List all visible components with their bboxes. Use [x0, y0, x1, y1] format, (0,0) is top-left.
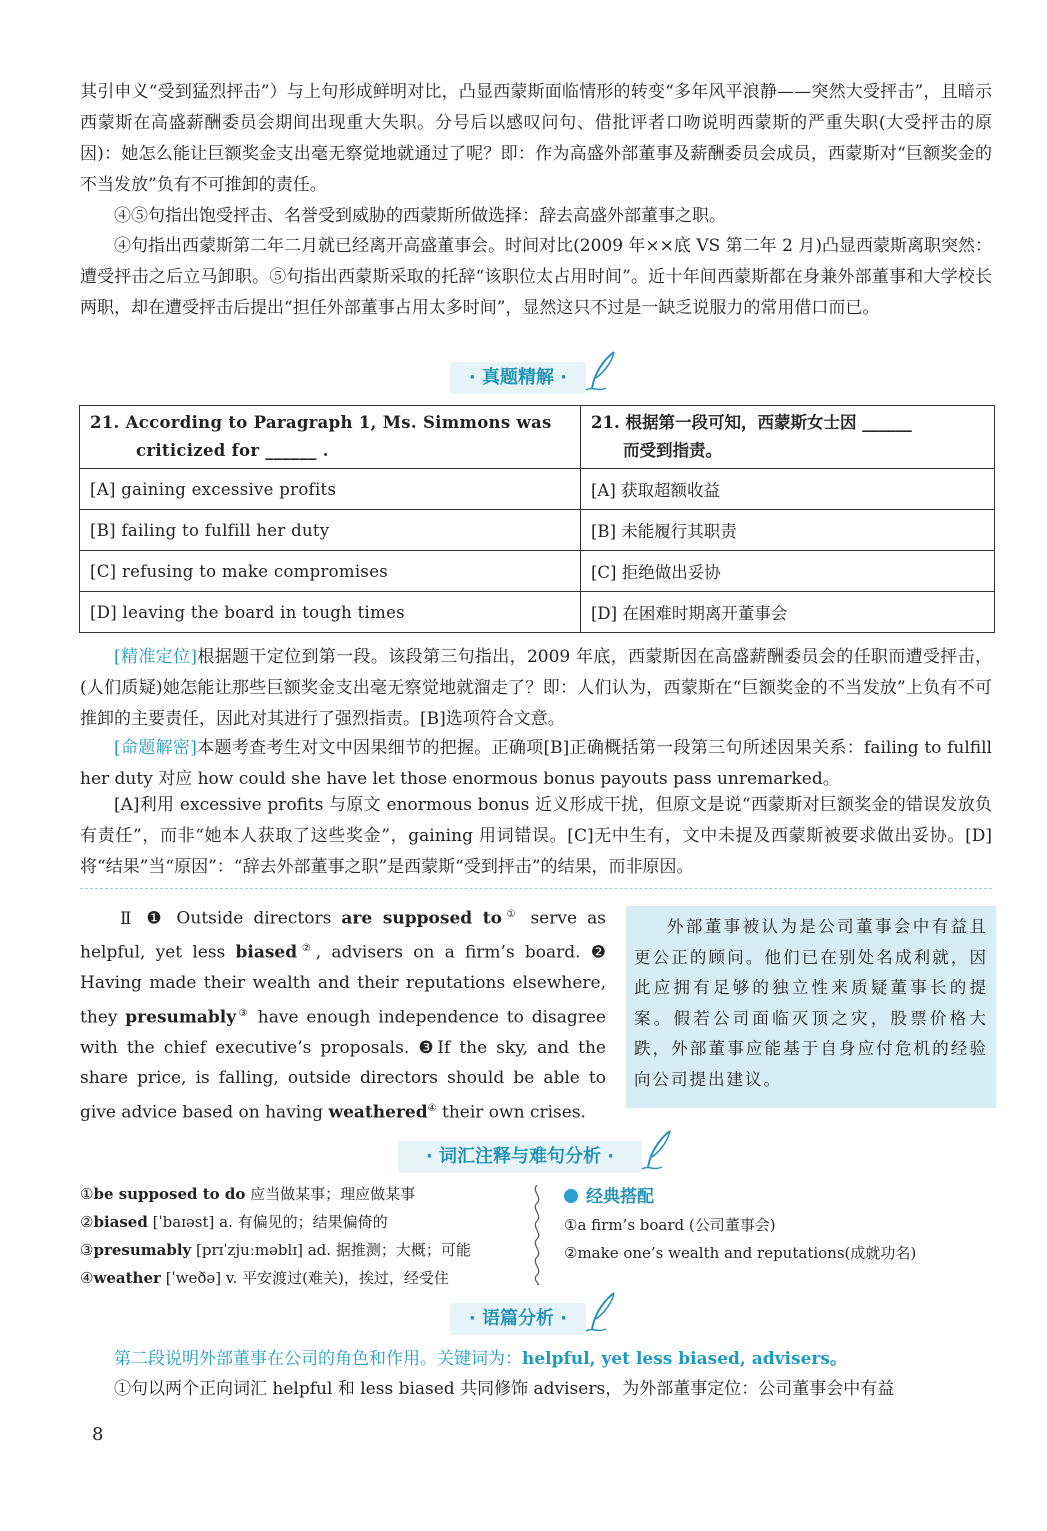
- section-title-discourse: [450, 1303, 586, 1335]
- sentence-3-marker: ❸: [418, 1037, 438, 1058]
- s1-sup-1: ①: [501, 909, 521, 920]
- passage-paragraph-2: [80, 900, 606, 1128]
- intro-paragraph-1: 其引申义“受到猛烈抨击”）与上句形成鲜明对比，凸显西蒙斯面临情形的转变“多年风平浪静——突然大受抨击”，且暗示西蒙斯在高盛薪酬委员会期间出现重大失职。分号后以感叹问句、借批评者口吻说明西蒙斯的严重失职(大受抨击的原因)：她怎么能让巨额奖金支出毫无察觉地就通过了呢？即：作为高盛外部董事及薪酬委员会成员，西蒙斯对“巨额奖金的不当发放”负有不可推卸的责任。: [80, 82, 992, 195]
- collocation-item: ①a firm’s board (公司董事会): [564, 1216, 776, 1234]
- quill-pen-icon: [640, 1129, 676, 1173]
- section-title-zhenti-text: · 真题精解 ·: [468, 367, 568, 388]
- intro-paragraph-2: ④⑤句指出饱受抨击、名誉受到威胁的西蒙斯所做选择：辞去高盛外部董事之职。: [114, 206, 726, 226]
- vocab-def: 应当做某事；理应做某事: [245, 1185, 416, 1203]
- analysis-distractors: [A]利用 excessive profits 与原文 enormous bonus 近义形成干扰，但原文是说“西蒙斯对巨额奖金的错误发放负有责任”，而非“她本人获取了这些奖金”，gaining 用词错误。[C]无中生有，文中未提及西蒙斯被要求做出妥协。[D]将“结果”当“原因”：“辞去外部董事之职”是西蒙斯“受到抨击”的结果，而非原因。: [80, 795, 992, 877]
- vocab-def: [ˈbaɪəst] a. 有偏见的；结果偏倚的: [147, 1213, 388, 1231]
- vocab-word: biased: [93, 1213, 148, 1231]
- vocab-item: [80, 1180, 530, 1208]
- question-stem-zh-line2: 而受到指责。: [623, 441, 722, 460]
- translation-box: [626, 906, 996, 1108]
- discourse-lead: [80, 1344, 992, 1375]
- vocab-item: [80, 1208, 530, 1236]
- section-divider: [80, 888, 992, 889]
- option-row-d: [80, 592, 995, 633]
- question-stem-en-line1: 21. According to Paragraph 1, Ms. Simmons was: [90, 413, 552, 432]
- s2-sup: ③: [236, 1007, 250, 1019]
- question-stem-zh-line1: 21. 根据第一段可知，西蒙斯女士因 ______: [591, 413, 912, 432]
- s3-post: their own crises.: [436, 1102, 586, 1123]
- vocab-item: [80, 1264, 530, 1292]
- option-d-en: [D] leaving the board in tough times: [80, 592, 581, 633]
- s1-post: , advisers on a firm’s board.: [315, 942, 591, 963]
- collocation-header: [564, 1183, 994, 1211]
- discourse-line-2: ①句以两个正向词汇 helpful 和 less biased 共同修饰 advisers，为外部董事定位：公司董事会中有益: [114, 1379, 895, 1399]
- s1-pre: Outside directors: [166, 908, 342, 929]
- quill-pen-icon: [584, 350, 620, 394]
- sentence-1-marker: ❶: [146, 908, 167, 929]
- vocab-word: be supposed to do: [93, 1185, 246, 1203]
- page-number: 8: [92, 1424, 104, 1445]
- s1-bold-2: biased: [235, 942, 298, 963]
- collocation-item: ②make one’s wealth and reputations(成就功名): [564, 1244, 917, 1262]
- vocab-word: weather: [93, 1269, 161, 1287]
- vocab-item: [80, 1236, 530, 1264]
- wavy-divider: [530, 1185, 544, 1285]
- s1-sup-2: ②: [297, 943, 316, 955]
- option-c-zh: [C] 拒绝做出妥协: [581, 551, 995, 592]
- s2-pre: Having made their wealth and their reputations elsewhere, they: [80, 973, 606, 1028]
- s1-bold-1: are supposed to: [341, 908, 502, 929]
- analysis-secret: [80, 733, 992, 795]
- vocab-num: ③: [80, 1241, 94, 1259]
- intro-paragraph-3: ④句指出西蒙斯第二年二月就已经离开高盛董事会。时间对比(2009 年××底 VS 第二年 2 月)凸显西蒙斯离职突然：遭受抨击之后立马卸职。⑤句指出西蒙斯采取的托辞“该职位太占用时间”。近十年间西蒙斯都在身兼外部董事和大学校长两职，却在遭受抨击后提出“担任外部董事占用太多时间”，显然这只不过是一缺乏说服力的常用借口而已。: [80, 236, 992, 318]
- s3-bold: weathered: [328, 1102, 428, 1123]
- analysis-locate: [80, 642, 992, 735]
- collocation-title: 经典搭配: [586, 1187, 654, 1207]
- option-a-zh: [A] 获取超额收益: [581, 469, 995, 510]
- vocab-word: presumably: [93, 1241, 192, 1259]
- vocab-def: [ˈweðə] v. 平安渡过(难关)，挨过，经受住: [160, 1269, 449, 1287]
- option-b-en: [B] failing to fulfill her duty: [80, 510, 581, 551]
- vocab-num: ①: [80, 1185, 94, 1203]
- question-table: [79, 405, 995, 633]
- question-stem-en: [80, 406, 581, 469]
- vocab-def: [prɪˈzjuːməblɪ] ad. 据推测；大概；可能: [191, 1241, 471, 1259]
- discourse-lead-text: 第二段说明外部董事在公司的角色和作用。关键词为：: [114, 1349, 522, 1369]
- question-stem-zh: [581, 406, 995, 469]
- vocab-num: ②: [80, 1213, 94, 1231]
- secret-tag: [命题解密]: [114, 738, 197, 758]
- s3-sup: ④: [427, 1102, 437, 1114]
- option-c-en: [C] refusing to make compromises: [80, 551, 581, 592]
- s3-pre: If the sky, and the share price, is falling, outside directors should be able to give advice based on having: [80, 1037, 606, 1123]
- s2-bold: presumably: [125, 1007, 237, 1028]
- translation-text: 外部董事被认为是公司董事会中有益且更公正的顾问。他们已在别处名成利就，因此应拥有足够的独立性来质疑董事长的提案。假若公司面临灭顶之灾，股票价格大跌，外部董事应能基于自身应付危机的经验向公司提出建议。: [634, 917, 988, 1089]
- option-b-zh: [B] 未能履行其职责: [581, 510, 995, 551]
- section-title-vocab: [398, 1141, 642, 1173]
- vocab-num: ④: [80, 1269, 94, 1287]
- vocab-list: [80, 1180, 530, 1292]
- section-title-discourse-text: · 语篇分析 ·: [468, 1308, 568, 1329]
- locate-text: 根据题干定位到第一段。该段第三句指出，2009 年底，西蒙斯因在高盛薪酬委员会的任职而遭受抨击，(人们质疑)她怎能让那些巨额奖金支出毫无察觉地就溜走了？即：人们认为，西蒙斯在“巨额奖金的不当发放”上负有不可推卸的主要责任，因此对其进行了强烈指责。[B]选项符合文意。: [80, 647, 993, 729]
- option-row-a: [80, 469, 995, 510]
- paragraph-numeral: Ⅱ: [120, 908, 137, 929]
- section-title-vocab-text: · 词汇注释与难句分析 ·: [425, 1146, 615, 1167]
- option-row-c: [80, 551, 995, 592]
- option-row-b: [80, 510, 995, 551]
- question-stem-row: [80, 406, 995, 469]
- quill-pen-icon: [584, 1291, 620, 1335]
- secret-text: 本题考查考生对文中因果细节的把握。正确项[B]正确概括第一段第三句所述因果关系：failing to fulfill her duty 对应 how could she have let those enormous bonus payouts pass unremarked。: [80, 738, 992, 789]
- section-title-zhenti: [450, 362, 586, 394]
- locate-tag: [精准定位]: [114, 647, 198, 667]
- option-a-en: [A] gaining excessive profits: [80, 469, 581, 510]
- question-stem-en-line2: criticized for ______ .: [136, 441, 329, 460]
- option-d-zh: [D] 在困难时期离开董事会: [581, 592, 995, 633]
- discourse-keywords: helpful, yet less biased, advisers。: [522, 1349, 847, 1369]
- collocation-box: [564, 1183, 994, 1267]
- sentence-2-marker: ❷: [590, 942, 606, 963]
- s2-post: have enough independence to disagree with the chief executive’s proposals.: [80, 1007, 606, 1058]
- bullet-dot-icon: [564, 1189, 578, 1203]
- s1-mid: serve as helpful, yet less: [80, 908, 606, 963]
